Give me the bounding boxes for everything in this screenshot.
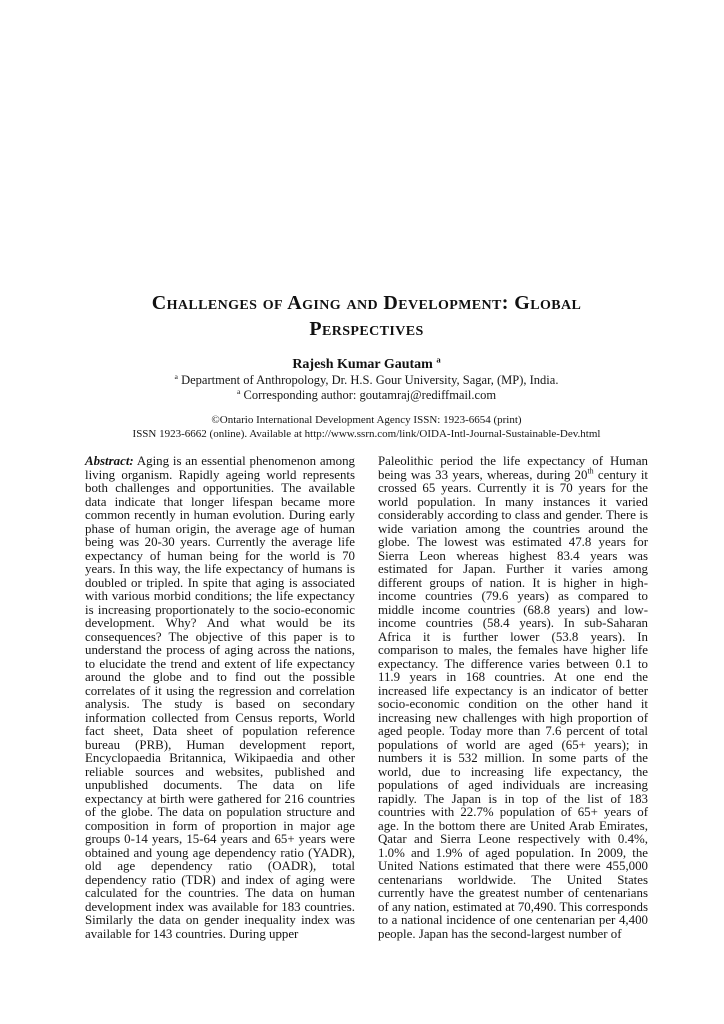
corresponding-author-line	[85, 388, 648, 403]
abstract-columns	[85, 455, 648, 941]
abstract-left-text: Aging is an essential phenomenon among living organism. Rapidly ageing world represents both challenges and opportunities. The available data indicate that longer lifespan became more common recently in human evolution. During early phase of human origin, the average age of human being was 20-30 years. Currently the average life expectancy of human being for the world is 70 years. In this way, the life expectancy of humans is doubled or tripled. In spite that aging is associated with various morbid conditions; the life expectancy is increasing proportionately to the socio-economic development. Why? And what would be its consequences? The objective of this paper is to understand the process of aging across the nations, to elucidate the trend and extent of life expectancy around the globe and to find out the possible correlates of it using the regression and correlation analysis. The study is based on secondary information collected from Census reports, World fact sheet, Data sheet of population reference bureau (PRB), Human development report, Encyclopaedia Britannica, Wikipaedia and other reliable sources and websites, published and unpublished documents. The data on life expectancy at birth were gathered for 216 countries of the globe. The data on population structure and composition in form of proportion in major age groups 0-14 years, 15-64 years and 65+ years were obtained and young age dependency ratio (YADR), old age dependency ratio (OADR), total dependency ratio (TDR) and index of aging were calculated for the countries. The data on human development index was available for 183 countries. Similarly the data on gender inequality index was available for 143 countries. During upper	[85, 454, 355, 941]
ordinal-superscript: th	[587, 466, 594, 476]
title-line-1: Challenges of Aging and Development: Global	[151, 292, 582, 314]
title-line-2: Perspectives	[309, 318, 424, 340]
author-name: Rajesh Kumar Gautam	[292, 357, 433, 372]
abstract-right-column	[378, 455, 648, 941]
abstract-left-column	[85, 455, 355, 941]
corresponding-text: Corresponding author: goutamraj@rediffmail.com	[243, 388, 497, 402]
abstract-label: Abstract:	[85, 454, 134, 468]
affiliation-text: Department of Anthropology, Dr. H.S. Gour University, Sagar, (MP), India.	[181, 373, 559, 387]
abstract-right-text-1: Paleolithic period the life expectancy of Human being was 33 years, whereas, during 20	[378, 454, 648, 482]
abstract-right-text-2: century it crossed 65 years. Currently it is 70 years for the world population. In many instances it varied considerably according to class and gender. There is wide variation among the countries around the globe. The lowest was estimated 47.8 years for Sierra Leon whereas highest 83.4 years was estimated for Japan. Further it varies among different groups of nation. It is higher in high-income countries (79.6 years) as compared to middle income countries (68.8 years) and low-income countries (58.4 years). In sub-Saharan Africa it is further lower (53.8 years). In comparison to males, the females have higher life expectancy. The difference varies between 0.1 to 11.9 years in 168 countries. At one end the increased life expectancy is an indicator of better socio-economic condition on the other hand it increasing new challenges with high proportion of aged people. Today more than 7.6 percent of total populations of world are aged (65+ years); in numbers it is 532 million. In some parts of the world, due to increasing life expectancy, the populations of aged individuals are increasing rapidly. The Japan is in top of the list of 183 countries with 22.7% population of 65+ years of age. In the bottom there are United Arab Emirates, Qatar and Sierra Leone respectively with 0.4%, 1.0% and 1.9% of aged population. In 2009, the United Nations estimated that there were 455,000 centenarians worldwide. The United States currently have the greatest number of centenarians of any nation, estimated at 70,490. This corresponds to a national incidence of one centenarian per 4,400 people. Japan has the second-largest number of	[378, 467, 648, 941]
affiliation-line	[85, 373, 648, 388]
corresponding-marker: a	[236, 386, 241, 396]
author-line	[85, 354, 648, 373]
publisher-block	[85, 414, 648, 441]
affiliation-marker: a	[174, 371, 178, 381]
author-affiliation-marker: a	[436, 354, 441, 365]
publisher-issn-print-line: ©Ontario International Development Agency ISSN: 1923-6654 (print)	[211, 414, 522, 426]
page-title	[85, 290, 648, 342]
publisher-issn-online-line: ISSN 1923-6662 (online). Available at http://www.ssrn.com/link/OIDA-Intl-Journal-Sustainable-Dev.html	[132, 427, 601, 440]
